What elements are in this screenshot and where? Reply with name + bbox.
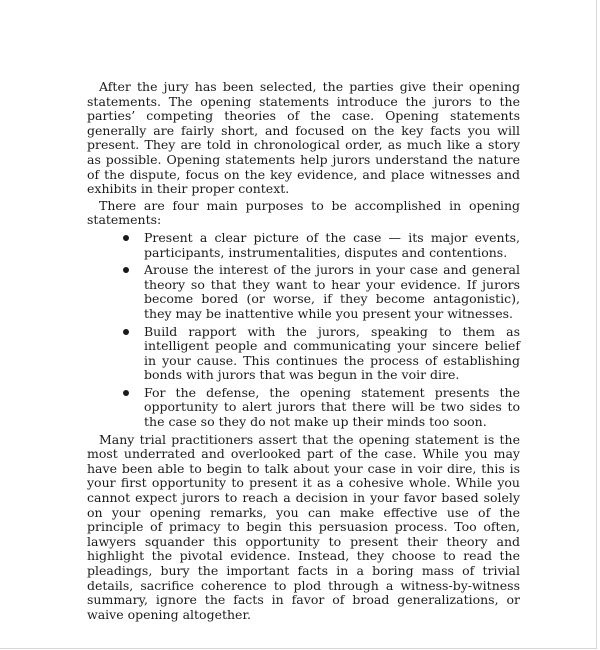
purpose-item [87, 386, 520, 430]
bullet-dot-icon [123, 267, 129, 273]
purpose-item-text: Arouse the interest of the jurors in your case and general theory so that they want to hear your evidence. If jurors become bored (or worse, if they become antagonistic), they may be inattentive while you present your witnesses. [144, 262, 520, 321]
bullet-dot-icon [123, 329, 129, 335]
bullet-dot-icon [123, 235, 129, 241]
primacy-paragraph: Many trial practitioners assert that the opening statement is the most underrated and overlooked part of the case. While you may have been able to begin to talk about your case in voir dire, this is your first opportunity to present it as a cohesive whole. While you cannot expect jurors to reach a decision in your favor based solely on your opening remarks, you can make effective use of the principle of primacy to begin this persuasion process. Too often, lawyers squander this opportunity to present their theory and highlight the pivotal evidence. Instead, they choose to read the pleadings, bury the important facts in a boring mass of trivial details, sacrifice coherence to plod through a witness-by-witness summary, ignore the facts in favor of broad generalizations, or waive opening altogether. [87, 431, 520, 622]
purpose-item-text: Present a clear picture of the case — its major events, participants, instrumentalities, disputes and contentions. [144, 229, 520, 260]
purpose-item [87, 231, 520, 260]
document-body [87, 80, 520, 622]
purpose-item [87, 263, 520, 321]
purposes-intro-paragraph: There are four main purposes to be accomplished in opening statements: [87, 197, 520, 228]
purpose-item [87, 325, 520, 383]
purpose-item-text: For the defense, the opening statement presents the opportunity to alert jurors that there will be two sides to the case so they do not make up their minds too soon. [144, 384, 520, 430]
bullet-dot-icon [123, 390, 129, 396]
purpose-item-text: Build rapport with the jurors, speaking to them as intelligent people and communicating your sincere belief in your cause. This continues the process of establishing bonds with jurors that was begun in the voir dire. [144, 323, 520, 383]
intro-paragraph: After the jury has been selected, the parties give their opening statements. The opening statements introduce the jurors to the parties’ competing theories of the case. Opening statements generally are fairly short, and focused on the key facts you will present. They are told in chronological order, as much like a story as possible. Opening statements help jurors understand the nature of the dispute, focus on the key evidence, and place witnesses and exhibits in their proper context. [87, 79, 520, 197]
purposes-list [87, 231, 520, 430]
